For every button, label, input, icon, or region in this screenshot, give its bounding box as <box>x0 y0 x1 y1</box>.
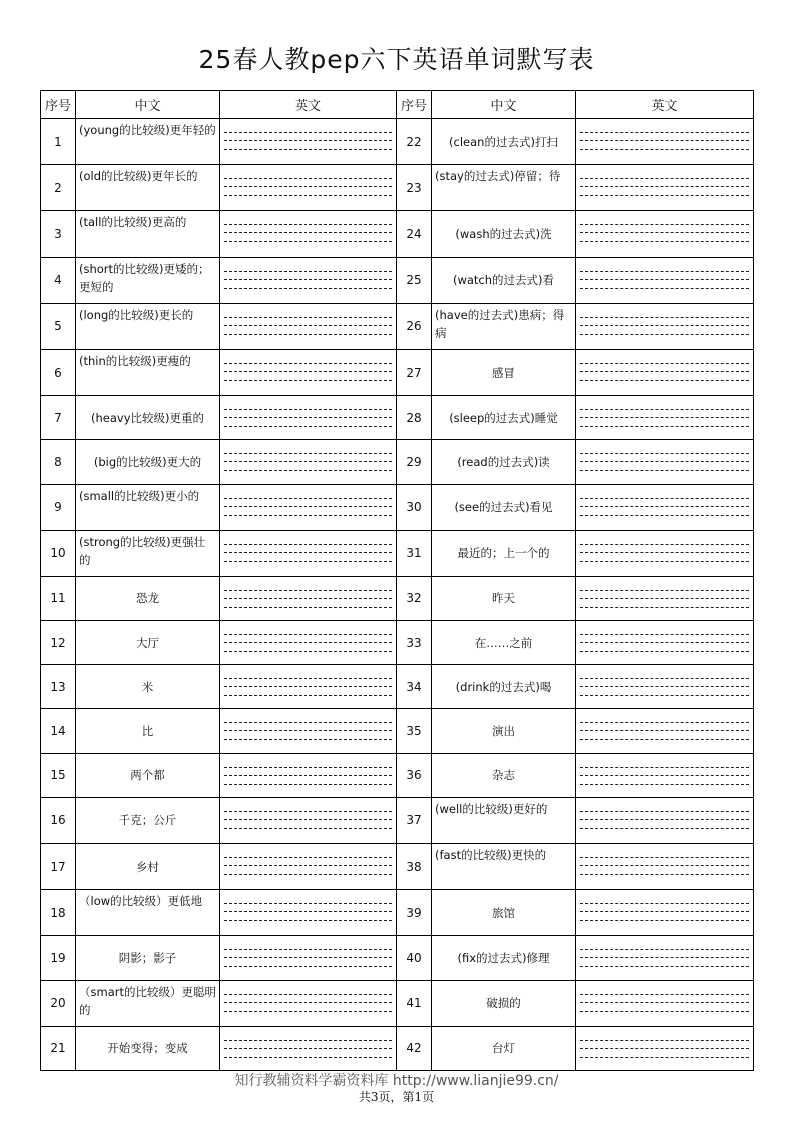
english-answer-field[interactable] <box>576 665 754 709</box>
chinese-meaning: (big的比较级)更大的 <box>76 440 220 484</box>
writing-guide-line <box>224 994 392 995</box>
english-answer-field[interactable] <box>220 665 397 709</box>
footer-watermark: 知行教辅资料学霸资料库 http://www.lianjie99.cn/ <box>234 1073 559 1089</box>
writing-guide-line <box>224 241 392 242</box>
table-row <box>41 349 754 395</box>
row-number: 7 <box>41 396 76 440</box>
row-number: 8 <box>41 440 76 484</box>
writing-guide-line <box>580 949 749 950</box>
row-number: 1 <box>41 119 76 165</box>
row-number: 38 <box>397 844 432 890</box>
row-number: 36 <box>397 753 432 797</box>
english-answer-field[interactable] <box>220 576 397 620</box>
chinese-meaning: (long的比较级)更长的 <box>76 303 220 349</box>
row-number: 5 <box>41 303 76 349</box>
writing-guide-line <box>580 911 749 912</box>
table-row <box>41 211 754 257</box>
writing-guide-line <box>580 994 749 995</box>
writing-guide-line <box>580 317 749 318</box>
chinese-meaning: 阴影；影子 <box>76 936 220 980</box>
writing-guide-line <box>580 784 749 785</box>
table-row <box>41 753 754 797</box>
writing-guide-line <box>224 920 392 921</box>
writing-guide-line <box>224 224 392 225</box>
english-answer-field[interactable] <box>220 980 397 1026</box>
table-row <box>41 484 754 530</box>
writing-guide-line <box>580 417 749 418</box>
writing-guide-line <box>580 1040 749 1041</box>
writing-guide-line <box>580 819 749 820</box>
writing-guide-line <box>224 911 392 912</box>
writing-guide-line <box>580 470 749 471</box>
chinese-meaning: (tall的比较级)更高的 <box>76 211 220 257</box>
writing-guide-line <box>224 544 392 545</box>
row-number: 27 <box>397 349 432 395</box>
writing-guide-line <box>580 642 749 643</box>
writing-guide-line <box>224 811 392 812</box>
chinese-meaning: 昨天 <box>432 576 576 620</box>
writing-guide-line <box>224 232 392 233</box>
header-num-right: 序号 <box>397 91 432 119</box>
english-answer-field[interactable] <box>576 303 754 349</box>
english-answer-field[interactable] <box>576 980 754 1026</box>
chinese-meaning: 感冒 <box>432 349 576 395</box>
header-en-left: 英文 <box>220 91 397 119</box>
row-number: 14 <box>41 709 76 753</box>
row-number: 25 <box>397 257 432 303</box>
row-number: 35 <box>397 709 432 753</box>
writing-guide-line <box>580 865 749 866</box>
english-answer-field[interactable] <box>576 1026 754 1070</box>
writing-guide-line <box>580 224 749 225</box>
writing-guide-line <box>580 178 749 179</box>
writing-guide-line <box>224 317 392 318</box>
english-answer-field[interactable] <box>576 165 754 211</box>
writing-guide-line <box>580 515 749 516</box>
table-row <box>41 576 754 620</box>
english-answer-field[interactable] <box>220 484 397 530</box>
row-number: 9 <box>41 484 76 530</box>
english-answer-field[interactable] <box>576 119 754 165</box>
row-number: 11 <box>41 576 76 620</box>
writing-guide-line <box>224 140 392 141</box>
writing-guide-line <box>224 865 392 866</box>
chinese-meaning: (well的比较级)更好的 <box>432 797 576 843</box>
english-answer-field[interactable] <box>220 890 397 936</box>
row-number: 15 <box>41 753 76 797</box>
english-answer-field[interactable] <box>576 530 754 576</box>
chinese-meaning: 大厅 <box>76 621 220 665</box>
chinese-meaning: (watch的过去式)看 <box>432 257 576 303</box>
writing-guide-line <box>224 1002 392 1003</box>
row-number: 40 <box>397 936 432 980</box>
writing-guide-line <box>224 470 392 471</box>
row-number: 16 <box>41 797 76 843</box>
chinese-meaning: (have的过去式)患病；得病 <box>432 303 576 349</box>
writing-guide-line <box>224 132 392 133</box>
chinese-meaning: (stay的过去式)停留；待 <box>432 165 576 211</box>
writing-guide-line <box>224 453 392 454</box>
row-number: 17 <box>41 844 76 890</box>
page-title: 25春人教pep六下英语单词默写表 <box>198 45 595 74</box>
english-answer-field[interactable] <box>220 211 397 257</box>
chinese-meaning: (sleep的过去式)睡觉 <box>432 396 576 440</box>
writing-guide-line <box>224 178 392 179</box>
row-number: 6 <box>41 349 76 395</box>
writing-guide-line <box>580 241 749 242</box>
writing-guide-line <box>580 325 749 326</box>
writing-guide-line <box>224 686 392 687</box>
writing-guide-line <box>580 1048 749 1049</box>
writing-guide-line <box>580 271 749 272</box>
writing-guide-line <box>580 634 749 635</box>
chinese-meaning: (young的比较级)更年轻的 <box>76 119 220 165</box>
row-number: 39 <box>397 890 432 936</box>
header-en-right: 英文 <box>576 91 754 119</box>
writing-guide-line <box>224 1011 392 1012</box>
writing-guide-line <box>580 651 749 652</box>
writing-guide-line <box>580 409 749 410</box>
writing-guide-line <box>224 903 392 904</box>
chinese-meaning: 恐龙 <box>76 576 220 620</box>
row-number: 26 <box>397 303 432 349</box>
writing-guide-line <box>224 957 392 958</box>
writing-guide-line <box>580 607 749 608</box>
row-number: 3 <box>41 211 76 257</box>
english-answer-field[interactable] <box>576 844 754 890</box>
english-answer-field[interactable] <box>576 396 754 440</box>
english-answer-field[interactable] <box>576 211 754 257</box>
chinese-meaning: (heavy比较级)更重的 <box>76 396 220 440</box>
writing-guide-line <box>580 453 749 454</box>
chinese-meaning: (old的比较级)更年长的 <box>76 165 220 211</box>
writing-guide-line <box>580 371 749 372</box>
table-row <box>41 980 754 1026</box>
writing-guide-line <box>580 739 749 740</box>
writing-guide-line <box>580 498 749 499</box>
english-answer-field[interactable] <box>220 753 397 797</box>
row-number: 10 <box>41 530 76 576</box>
writing-guide-line <box>224 288 392 289</box>
row-number: 19 <box>41 936 76 980</box>
writing-guide-line <box>224 498 392 499</box>
row-number: 20 <box>41 980 76 1026</box>
row-number: 18 <box>41 890 76 936</box>
english-answer-field[interactable] <box>576 576 754 620</box>
chinese-meaning: (drink的过去式)喝 <box>432 665 576 709</box>
writing-guide-line <box>224 1048 392 1049</box>
writing-guide-line <box>580 426 749 427</box>
table-row <box>41 303 754 349</box>
writing-guide-line <box>224 279 392 280</box>
writing-guide-line <box>580 695 749 696</box>
writing-guide-line <box>224 461 392 462</box>
english-answer-field[interactable] <box>576 797 754 843</box>
writing-guide-line <box>580 598 749 599</box>
english-answer-field[interactable] <box>576 440 754 484</box>
writing-guide-line <box>580 590 749 591</box>
english-answer-field[interactable] <box>576 890 754 936</box>
writing-guide-line <box>580 334 749 335</box>
english-answer-field[interactable] <box>576 621 754 665</box>
writing-guide-line <box>224 149 392 150</box>
chinese-meaning: (see的过去式)看见 <box>432 484 576 530</box>
english-answer-field[interactable] <box>220 709 397 753</box>
chinese-meaning: 破损的 <box>432 980 576 1026</box>
english-answer-field[interactable] <box>220 621 397 665</box>
english-answer-field[interactable] <box>220 1026 397 1070</box>
chinese-meaning: 演出 <box>432 709 576 753</box>
writing-guide-line <box>580 903 749 904</box>
english-answer-field[interactable] <box>220 303 397 349</box>
writing-guide-line <box>580 828 749 829</box>
english-answer-field[interactable] <box>220 797 397 843</box>
row-number: 34 <box>397 665 432 709</box>
row-number: 28 <box>397 396 432 440</box>
dictation-table <box>40 90 754 1071</box>
row-number: 12 <box>41 621 76 665</box>
table-row <box>41 621 754 665</box>
row-number: 32 <box>397 576 432 620</box>
english-answer-field[interactable] <box>220 936 397 980</box>
english-answer-field[interactable] <box>576 484 754 530</box>
chinese-meaning: (wash的过去式)洗 <box>432 211 576 257</box>
table-row <box>41 797 754 843</box>
row-number: 2 <box>41 165 76 211</box>
chinese-meaning: 台灯 <box>432 1026 576 1070</box>
chinese-meaning: (clean的过去式)打扫 <box>432 119 576 165</box>
writing-guide-line <box>580 552 749 553</box>
row-number: 22 <box>397 119 432 165</box>
chinese-meaning: 在……之前 <box>432 621 576 665</box>
writing-guide-line <box>224 195 392 196</box>
writing-guide-line <box>580 811 749 812</box>
english-answer-field[interactable] <box>576 936 754 980</box>
chinese-meaning: (small的比较级)更小的 <box>76 484 220 530</box>
writing-guide-line <box>580 678 749 679</box>
writing-guide-line <box>580 966 749 967</box>
chinese-meaning: (fast的比较级)更快的 <box>432 844 576 890</box>
row-number: 33 <box>397 621 432 665</box>
table-row <box>41 119 754 165</box>
chinese-meaning: 千克；公斤 <box>76 797 220 843</box>
writing-guide-line <box>224 874 392 875</box>
writing-guide-line <box>224 186 392 187</box>
writing-guide-line <box>224 515 392 516</box>
writing-guide-line <box>224 590 392 591</box>
writing-guide-line <box>580 544 749 545</box>
writing-guide-line <box>224 784 392 785</box>
writing-guide-line <box>580 686 749 687</box>
table-row <box>41 709 754 753</box>
writing-guide-line <box>224 607 392 608</box>
chinese-meaning: (read的过去式)读 <box>432 440 576 484</box>
writing-guide-line <box>580 767 749 768</box>
writing-guide-line <box>224 730 392 731</box>
chinese-meaning: 比 <box>76 709 220 753</box>
chinese-meaning: （smart的比较级）更聪明的 <box>76 980 220 1026</box>
chinese-meaning: 杂志 <box>432 753 576 797</box>
english-answer-field[interactable] <box>220 119 397 165</box>
chinese-meaning: 开始变得；变成 <box>76 1026 220 1070</box>
writing-guide-line <box>224 371 392 372</box>
row-number: 30 <box>397 484 432 530</box>
writing-guide-line <box>224 506 392 507</box>
writing-guide-line <box>224 695 392 696</box>
chinese-meaning: (thin的比较级)更瘦的 <box>76 349 220 395</box>
writing-guide-line <box>224 722 392 723</box>
writing-guide-line <box>580 857 749 858</box>
english-answer-field[interactable] <box>576 709 754 753</box>
writing-guide-line <box>580 730 749 731</box>
table-row <box>41 1026 754 1070</box>
row-number: 42 <box>397 1026 432 1070</box>
table-row <box>41 665 754 709</box>
table-row <box>41 844 754 890</box>
writing-guide-line <box>580 288 749 289</box>
writing-guide-line <box>224 775 392 776</box>
english-answer-field[interactable] <box>576 753 754 797</box>
writing-guide-line <box>580 1011 749 1012</box>
chinese-meaning: (strong的比较级)更强壮的 <box>76 530 220 576</box>
writing-guide-line <box>224 651 392 652</box>
writing-guide-line <box>580 874 749 875</box>
writing-guide-line <box>224 1057 392 1058</box>
writing-guide-line <box>580 363 749 364</box>
writing-guide-line <box>224 598 392 599</box>
writing-guide-line <box>224 426 392 427</box>
english-answer-field[interactable] <box>220 530 397 576</box>
writing-guide-line <box>224 561 392 562</box>
page-number: 共3页，第1页 <box>358 1090 435 1104</box>
table-row <box>41 890 754 936</box>
english-answer-field[interactable] <box>220 257 397 303</box>
writing-guide-line <box>580 186 749 187</box>
writing-guide-line <box>224 380 392 381</box>
english-answer-field[interactable] <box>576 257 754 303</box>
english-answer-field[interactable] <box>220 349 397 395</box>
table-row <box>41 936 754 980</box>
writing-guide-line <box>224 642 392 643</box>
writing-guide-line <box>580 775 749 776</box>
header-num-left: 序号 <box>41 91 76 119</box>
chinese-meaning: 旅馆 <box>432 890 576 936</box>
writing-guide-line <box>580 195 749 196</box>
writing-guide-line <box>224 767 392 768</box>
writing-guide-line <box>224 363 392 364</box>
writing-guide-line <box>224 828 392 829</box>
english-answer-field[interactable] <box>220 844 397 890</box>
row-number: 24 <box>397 211 432 257</box>
writing-guide-line <box>580 561 749 562</box>
writing-guide-line <box>224 552 392 553</box>
chinese-meaning: (fix的过去式)修理 <box>432 936 576 980</box>
row-number: 23 <box>397 165 432 211</box>
table-body <box>41 119 754 1071</box>
row-number: 37 <box>397 797 432 843</box>
writing-guide-line <box>224 634 392 635</box>
writing-guide-line <box>224 678 392 679</box>
writing-guide-line <box>224 857 392 858</box>
writing-guide-line <box>580 920 749 921</box>
chinese-meaning: （low的比较级）更低地 <box>76 890 220 936</box>
header-cn-left: 中文 <box>76 91 220 119</box>
table-header-row <box>41 91 754 119</box>
writing-guide-line <box>224 966 392 967</box>
writing-guide-line <box>580 232 749 233</box>
writing-guide-line <box>224 334 392 335</box>
writing-guide-line <box>580 461 749 462</box>
row-number: 21 <box>41 1026 76 1070</box>
header-cn-right: 中文 <box>432 91 576 119</box>
writing-guide-line <box>224 739 392 740</box>
writing-guide-line <box>580 506 749 507</box>
writing-guide-line <box>224 819 392 820</box>
writing-guide-line <box>580 132 749 133</box>
table-row <box>41 396 754 440</box>
english-answer-field[interactable] <box>220 440 397 484</box>
writing-guide-line <box>580 140 749 141</box>
english-answer-field[interactable] <box>220 165 397 211</box>
writing-guide-line <box>580 1057 749 1058</box>
writing-guide-line <box>580 1002 749 1003</box>
row-number: 41 <box>397 980 432 1026</box>
writing-guide-line <box>224 409 392 410</box>
writing-guide-line <box>224 325 392 326</box>
english-answer-field[interactable] <box>576 349 754 395</box>
row-number: 29 <box>397 440 432 484</box>
table-row <box>41 530 754 576</box>
writing-guide-line <box>224 1040 392 1041</box>
row-number: 31 <box>397 530 432 576</box>
table-row <box>41 257 754 303</box>
writing-guide-line <box>224 949 392 950</box>
writing-guide-line <box>580 149 749 150</box>
chinese-meaning: 两个都 <box>76 753 220 797</box>
chinese-meaning: 最近的；上一个的 <box>432 530 576 576</box>
row-number: 13 <box>41 665 76 709</box>
writing-guide-line <box>580 957 749 958</box>
table-row <box>41 440 754 484</box>
writing-guide-line <box>580 380 749 381</box>
english-answer-field[interactable] <box>220 396 397 440</box>
writing-guide-line <box>580 722 749 723</box>
writing-guide-line <box>224 271 392 272</box>
chinese-meaning: 乡村 <box>76 844 220 890</box>
chinese-meaning: 米 <box>76 665 220 709</box>
writing-guide-line <box>580 279 749 280</box>
table-row <box>41 165 754 211</box>
writing-guide-line <box>224 417 392 418</box>
row-number: 4 <box>41 257 76 303</box>
chinese-meaning: (short的比较级)更矮的；更短的 <box>76 257 220 303</box>
